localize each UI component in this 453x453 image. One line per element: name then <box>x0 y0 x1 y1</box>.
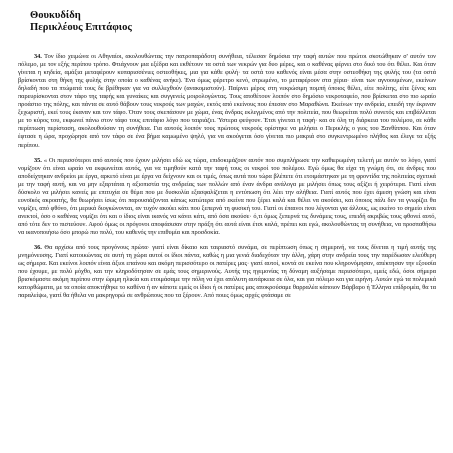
document-page <box>18 10 436 307</box>
paragraph-text: « Οι περισσότεροι από αυτούς που έχουν μιλήσει εδώ ως τώρα, επιδοκιμάζουν αυτόν που συμπλήρωσε την καθιερωμένη τελετή με αυτόν το λόγο, γιατί νομίζουν ότι είναι ωραίο να εκφωνείται αυτός, για να τιμηθούν κατά την ταφή τους οι νεκροί του πολέμου. Εγώ όμως θα είχα τη γνώμη ότι, σε άνδρες που αποδείχτηκαν ανδρείοι με έργα, αρκετό είναι με έργα να δείχνουν και οι τιμές, όπως αυτά που τώρα βλέπετε ότι ετοιμάστηκαν με τη φροντίδα της πολιτείας σχετικά με την ταφή αυτή, και να μην εξαρτάται η αξιοπιστία της ανδρείας των πολλών από έναν άνδρα ανάλογα με μιλήσει όπως τους αξίζει ή χειρότερα. Γιατί είναι δύσκολο να μιλήσει κανείς με επιτυχία σε θέμα που με δυσκολία εξασφαλίζεται η εντύπωση ότι λέει την αλήθεια. Γιατί αυτός που έχει άμεση γνώση και είναι ευνοϊκός ακροατής, θα θεωρήσει ίσως ότι παρουσιάζονται κάπως κατώτερα από εκείνα που ξέρει καλά και θέλει να ακούσει, και όποιος πάλι δεν τα γνωρίζει θα νομίζει, από φθόνο, ότι μερικά διογκώνονται, αν τυχόν ακούει κάτι που ξεπερνά τη φυσική του. Γιατί οι έπαινοι που λέγονται για άλλους, ως εκείνο το σημείο είναι ανεκτοί, όσο ο καθένας νομίζει ότι και ο ίδιος είναι ικανός να κάνει κάτι, από όσα ακούσε· ό,τι όμως ξεπερνά τις δυνάμεις τους, επειδή ακριβώς τους φθονεί αυτό, από τότε δεν το πιστεύουν. Αφού όμως οι πρόγονοι αποφάσισαν στην πράξη ότι αυτά είναι έτσι καλά, πρέπει και εγώ, ακολουθώντας τη συνήθεια, να προσπαθήσω να ικανοποιήσω όσο μπορώ πιο πολύ, του καθενός την επιθυμία και προσδοκία. <box>18 156 436 236</box>
document-title <box>30 10 436 34</box>
paragraph-number: 36. <box>34 244 42 252</box>
paragraph-number: 35. <box>34 156 42 164</box>
paragraph-text: Θα αρχίσω από τους προγόνους πρώτα· γιατί είναι δίκαιο και ταιριαστό συνάμα, σε περίπτωση όπως η σημερινή, να τους δίνεται η τιμή αυτής της μνημόνευσης. Γιατί κατοικώντας σε αυτή τη χώρα αυτοί οι ίδιοι πάντα, καθώς η μια γενιά διαδεχόταν την άλλη, χάρη στην ανδρεία τους την παρέδωσαν ελεύθερη ως σήμερα. Και εκείνοι λοιπόν είναι άξιοι επαίνου και ακόμη περισσότερο οι πατέρες μας· γιατί αυτοί, κοντά σε εκείνα που κληρονόμησαν, απέκτησαν την εξουσία που έχουμε, με πολύ μόχθο, και την κληροδότησαν σε εμάς τους σημερινούς. Αυτής της ηγεμονίας τη δύναμη αυξήσαμε περισσότερο, εμείς εδώ, όσοι σήμερα βρισκόμαστε ακόμη περίπου στην ώριμη ηλικία και ετοιμάσαμε την πόλη να έχει απόλυτη αυτάρκεια σε όλα, και για πόλεμο και για ειρήνη. Αυτών εγώ τα πολεμικά κατορθώματα, με τα οποία αποκτήθηκε το καθένα ή αν κάποτε εμείς οι ίδιοι ή οι πατέρες μας αποκρούσαμε θαρραλέα κάποιον Βάρβαρο ή Έλληνα επίδρομέα, θα τα παραλείψω, γιατί θα ήθελα να μακρηγορώ σε ανθρώπους που τα ξέρουν. Από ποιες όμως αρχές φτάσαμε σε <box>18 244 436 300</box>
paragraph-text: Τον ίδιο χειμώνα οι Αθηναίοι, ακολουθώντας την πατροπαράδοτη συνήθεια, τέλεσαν δημόσια την ταφή αυτών που πρώτοι σκοτώθηκαν σ' αυτόν τον πόλεμο, με τον εξής περίπου τρόπο. Φτιάχνουν μια εξέδρα και εκθέτουν τα οστά των νεκρών για δυο μέρες, και ο καθένας φέρνει στο δικό του ότι θέλει. Και όταν γίνεται η κηδεία, αμάξια μεταφέρουν κυπαρισσένιες οστεοθήκες, μια για κάθε φυλή· τα οστά του καθενός είναι μέσα στην οστεοθήκη της φυλής του (τα οστά βρίσκονται στη θήκη της φυλής στην οποία ο καθένας ανήκε). Ένα όμως φέρετρο κενό, στρωμένο, το μεταφέρουν στα χέρια· είναι των αγνοουμένων, εκείνων δηλαδή που τα πτώματά τους δε βρέθηκαν για να συλλεχθούν (ανακομιστούν). Παίρνει μέρος στη νεκρώσιμη πομπή όποιος θέλει, είτε πολίτης, είτε ξένος και παρευρίσκονται στον τάφο της ταφής και γυναίκες και συγγενείς μοιρολογώντας. Τους αποθέτουν λοιπόν στο δημόσιο νεκροταφείο, που βρίσκεται στο πιο ωραίο προάστιο της πόλης, και πάντα σε αυτό θάβουν τους νεκρούς των μαχών, εκτός από εκείνους που έπεσαν στο Μαραθώνα. Εκείνων την ανδρεία, επειδή την έκριναν ξεχωριστή, εκεί τους έκαναν και τον τάφο. Όταν τους σκεπάσουν με χώμα, ένας άνδρας εκλεγμένος από την πολιτεία, που θεωρείται πολύ συνετός και επιβάλλεται με το κύρος του, εκφωνεί πάνω στον τάφο τους επιτάφιο λόγο που ταιριάζει. Ύστερα φεύγουν. Έτσι γίνεται η ταφή· και σε όλη τη διάρκεια του πολέμου, σε κάθε περίπτωση περίσταση, ακολουθούσαν τη συνήθεια. Για αυτούς λοιπόν τους πρώτους νεκρούς ορίστηκε να μιλήσει ο Περικλής ο γιος του Ξανθίππου. Και όταν έφτασε η ώρα, προχώρησε από τον τάφο σε ένα βήμα καμωμένο ψηλό, για να ακούγεται όσο γίνεται πιο μακριά στο συγκεντρωμένο πλήθος και έλεγε τα εξής περίπου. <box>18 53 436 149</box>
paragraph-36 <box>18 244 436 300</box>
author-heading: Θουκυδίδη <box>30 10 81 21</box>
paragraph-34 <box>18 53 436 150</box>
work-title-heading: Περικλέους Επιτάφιος <box>30 22 132 33</box>
paragraph-35 <box>18 157 436 237</box>
paragraph-number: 34. <box>34 53 42 60</box>
